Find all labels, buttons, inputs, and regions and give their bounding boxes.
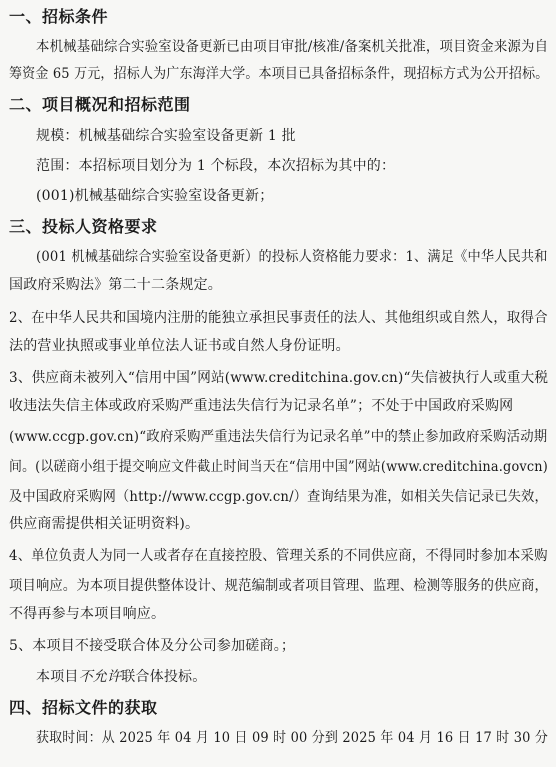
qualification-item-2-line: 2、在中华人民共和国境内注册的能独立承担民事责任的法人、其他组织或自然人，取得合: [9, 310, 548, 326]
qualification-item-3-line: 及中国政府采购网（http://www.ccgp.gov.cn/）查询结果为准，如相关失信记录已失效，: [9, 489, 548, 505]
qualification-item-3-line: (www.ccgp.gov.cn)“政府采购严重违法失信行为记录名单”中的禁止参加政府采购活动期: [9, 429, 548, 445]
qualification-intro-line: 国政府采购法》第二十二条规定。: [9, 277, 222, 293]
qualification-item-5: 5、本项目不接受联合体及分公司参加磋商。；: [9, 638, 296, 654]
obtain-time: 获取时间：从 2025 年 04 月 10 日 09 时 00 分到 2025 年 04 月 16 日 17 时 30 分: [36, 730, 549, 746]
qualification-item-3-line: 收违法失信主体或政府采购严重违法失信行为记录名单”；不处于中国政府采购网: [9, 398, 514, 414]
section-heading-obtain-documents: 四、招标文件的获取: [9, 698, 158, 717]
qualification-item-2-line: 法的营业执照或事业单位法人证书或自然人身份证明。: [9, 338, 350, 354]
qualification-item-3-line: 供应商需提供相关证明资料)。: [9, 516, 200, 532]
section-heading-bidder-qualifications: 三、投标人资格要求: [9, 217, 158, 236]
qualification-item-4-line: 不得再参与本项目响应。: [9, 606, 166, 622]
consortium-prefix: 本项目: [36, 669, 79, 685]
qualification-item-3-line: 间。(以磋商小组于提交响应文件截止时间当天在“信用中国”网站(www.creditchina.govcn): [9, 459, 549, 475]
qualification-item-3-line: 3、供应商未被列入“信用中国”网站(www.creditchina.gov.cn)“失信被执行人或重大税: [9, 370, 549, 386]
consortium-statement: [36, 668, 206, 686]
bid-conditions-paragraph-line: 筹资金 65 万元，招标人为广东海洋大学。本项目已具备招标条件，现招标方式为公开招标。: [9, 66, 549, 82]
section-heading-bid-conditions: 一、招标条件: [9, 7, 109, 26]
project-scope: 范围：本招标项目划分为 1 个标段，本次招标为其中的：: [36, 158, 396, 174]
project-lot: (001)机械基础综合实验室设备更新；: [36, 188, 274, 204]
bid-conditions-paragraph-line: 本机械基础综合实验室设备更新已由项目审批/核准/备案机关批准，项目资金来源为自: [36, 39, 549, 55]
consortium-suffix: 联合体投标。: [121, 669, 207, 685]
section-heading-project-overview: 二、项目概况和招标范围: [9, 95, 191, 114]
project-scale: 规模：机械基础综合实验室设备更新 1 批: [36, 128, 296, 144]
qualification-intro-line: (001 机械基础综合实验室设备更新）的投标人资格能力要求：1、满足《中华人民共和: [36, 249, 548, 265]
consortium-emphasis: 不允许: [78, 669, 122, 685]
qualification-item-4-line: 项目响应。为本项目提供整体设计、规范编制或者项目管理、监理、检测等服务的供应商，: [9, 578, 549, 594]
qualification-item-4-line: 4、单位负责人为同一人或者存在直接控股、管理关系的不同供应商，不得同时参加本采购: [9, 548, 548, 564]
